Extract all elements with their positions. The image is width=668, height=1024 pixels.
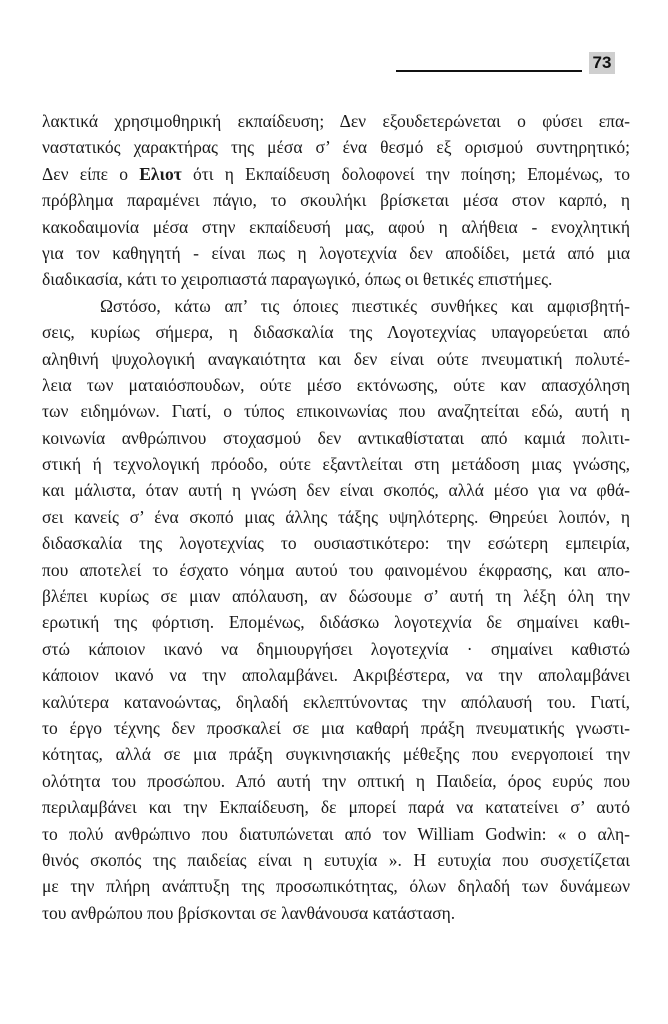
- text-line: κάποιον ικανό να την απολαμβάνει. Ακριβέστερα, να την απολαμβάνει: [42, 665, 630, 686]
- text-line: θινός σκοπός της παιδείας είναι η ευτυχία ». Η ευτυχία που συσχετίζεται: [42, 849, 630, 870]
- text-line: πρόβλημα παραμένει πάγιο, το σκουλήκι βρίσκεται μέσα στον καρπό, η: [42, 190, 630, 211]
- text-segment: ότι η Εκπαίδευση δολοφονεί την ποίηση; Επομένως, το: [181, 163, 630, 184]
- text-line: λακτικά χρησιμοθηρική εκπαίδευση; Δεν εξουδετερώνεται ο φύσει επα-: [42, 111, 630, 131]
- text-line: διδασκαλία της λογοτεχνίας το ουσιαστικότερο: την εσώτερη εμπειρία,: [42, 533, 630, 554]
- header-rule: [396, 70, 582, 72]
- author-name-eliot: Ελιοτ: [139, 163, 182, 184]
- text-line: λεια των ματαιόσπουδων, ούτε μέσο εκτόνωσης, ούτε καν απασχόληση: [42, 374, 630, 395]
- text-line: στώ κάποιον ικανό να δημιουργήσει λογοτεχνία · σημαίνει καθιστώ: [42, 638, 630, 659]
- text-line: με την πλήρη ανάπτυξη της προσωπικότητας, όλων δηλαδή των δυνάμεων: [42, 876, 630, 897]
- text-line: ολότητα του προσώπου. Από αυτή την οπτική η Παιδεία, όρος ευρύς που: [42, 770, 630, 791]
- text-line: ναστατικός χαρακτήρας της μέσα σ’ ένα θεσμό εξ ορισμού συντηρητικό;: [42, 137, 630, 158]
- text-line: των ειδημόνων. Γιατί, ο τύπος επικοινωνίας που αναζητείται εδώ, αυτή η: [42, 401, 630, 422]
- text-line: αληθινή ψυχολογική αναγκαιότητα και δεν είναι ούτε πνευματική πολυτέ-: [42, 348, 630, 369]
- text-line: που αποτελεί το έσχατο νόημα αυτού του φαινομένου έκφρασης, και απο-: [42, 559, 630, 580]
- text-line: για τον καθηγητή - είναι πως η λογοτεχνία δεν αποδίδει, μετά από μια: [42, 242, 630, 263]
- text-line: κακοδαιμονία μέσα στην εκπαίδευσή μας, αφού η αλήθεια - ενοχλητική: [42, 216, 630, 237]
- text-line: [42, 161, 630, 187]
- text-line: το έργο τέχνης δεν προσκαλεί σε μια καθαρή πράξη πνευματικής γνωστι-: [42, 717, 630, 738]
- text-line: περιλαμβάνει και την Εκπαίδευση, δε μπορεί παρά να κατατείνει σ’ αυτό: [42, 797, 630, 818]
- text-line: κότητας, αλλά σε μια πράξη συγκινησιακής μέθεξης που ενεργοποιεί την: [42, 744, 630, 765]
- text-line: και μάλιστα, όταν αυτή η γνώση δεν είναι σκοπός, αλλά μέσο για να φθά-: [42, 480, 630, 501]
- body-text: [42, 108, 630, 926]
- text-segment: Δεν είπε ο: [42, 163, 140, 184]
- text-line: κοινωνία ανθρώπινου στοχασμού δεν αντικαθίσταται από καμιά πολιτι-: [42, 427, 630, 448]
- text-line: στική ή τεχνολογική πρόοδο, ούτε εξαντλείται στη μετάδοση μιας γνώσης,: [42, 454, 630, 475]
- text-line: σει κανείς σ’ ένα σκοπό μιας άλλης τάξης υψηλότερης. Θηρεύει λοιπόν, η: [42, 506, 630, 527]
- text-line: σεις, κυρίως σήμερα, η διδασκαλία της Λογοτεχνίας υπαγορεύεται από: [42, 322, 630, 343]
- paragraph-last-line: του ανθρώπου που βρίσκονται σε λανθάνουσα κατάσταση.: [42, 902, 456, 923]
- paragraph-last-line: διαδικασία, κάτι το χειροπιαστά παραγωγικό, όπως οι θετικές επιστήμες.: [42, 269, 553, 290]
- text-line: καλύτερα κατανοώντας, δηλαδή εκλεπτύνοντας την απόλαυσή του. Γιατί,: [42, 691, 630, 712]
- text-line: ερωτική της φόρτιση. Επομένως, διδάσκω λογοτεχνία δε σημαίνει καθι-: [42, 612, 630, 633]
- page-number: 73: [589, 52, 615, 74]
- text-line: βλέπει κυρίως σε μιαν απόλαυση, αν δώσουμε σ’ αυτή τη λέξη όλη την: [42, 586, 630, 607]
- text-line: το πολύ ανθρώπινο που διατυπώνεται από τον William Godwin: « ο αλη-: [42, 823, 630, 844]
- paragraph-first-line: Ωστόσο, κάτω απ’ τις όποιες πιεστικές συνθήκες και αμφισβητή-: [100, 295, 630, 316]
